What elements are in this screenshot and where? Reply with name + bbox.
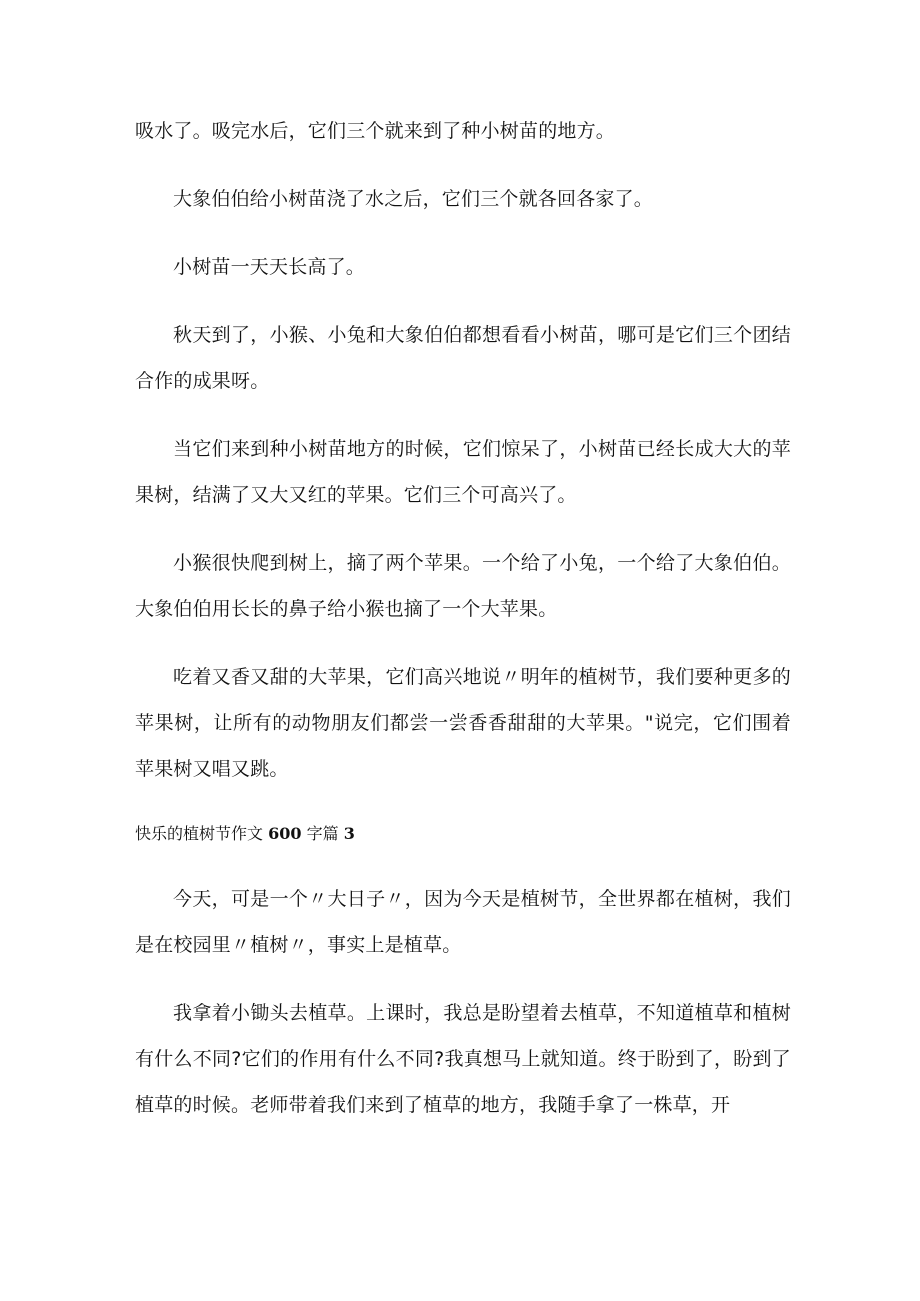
section-heading-middle: 字篇: [306, 824, 339, 843]
section-heading-prefix: 快乐的植树节作文: [135, 824, 264, 843]
document-body: [135, 108, 791, 1150]
paragraph: 小树苗一天天长高了。: [173, 256, 366, 278]
paragraph-continuation: 吸水了。吸完水后，它们三个就来到了种小树苗的地方。: [135, 120, 616, 142]
paragraph: 大象伯伯给小树苗浇了水之后，它们三个就各回各家了。: [173, 188, 654, 210]
paragraph: 今天，可是一个〃大日子〃，因为今天是植树节，全世界都在植树，我们是在校园里〃植树〃，事实上是植草。: [135, 888, 791, 956]
section-heading: [135, 814, 791, 854]
paragraph: 吃着又香又甜的大苹果，它们高兴地说〃明年的植树节，我们要种更多的苹果树，让所有的动物朋友们都尝一尝香香甜甜的大苹果。"说完，它们围着苹果树又唱又跳。: [135, 666, 791, 780]
section-heading-count: 600: [268, 824, 302, 843]
section-heading-number: 3: [343, 824, 355, 843]
paragraph: 小猴很快爬到树上，摘了两个苹果。一个给了小兔，一个给了大象伯伯。大象伯伯用长长的鼻子给小猴也摘了一个大苹果。: [135, 552, 791, 620]
paragraph: 我拿着小锄头去植草。上课时，我总是盼望着去植草，不知道植草和植树有什么不同?它们的作用有什么不同?我真想马上就知道。终于盼到了，盼到了植草的时候。老师带着我们来到了植草的地方，我随手拿了一株草，开: [135, 1002, 791, 1116]
paragraph: 秋天到了，小猴、小兔和大象伯伯都想看看小树苗，哪可是它们三个团结合作的成果呀。: [135, 324, 791, 392]
paragraph: 当它们来到种小树苗地方的时候，它们惊呆了，小树苗已经长成大大的苹果树，结满了又大又红的苹果。它们三个可高兴了。: [135, 438, 791, 506]
